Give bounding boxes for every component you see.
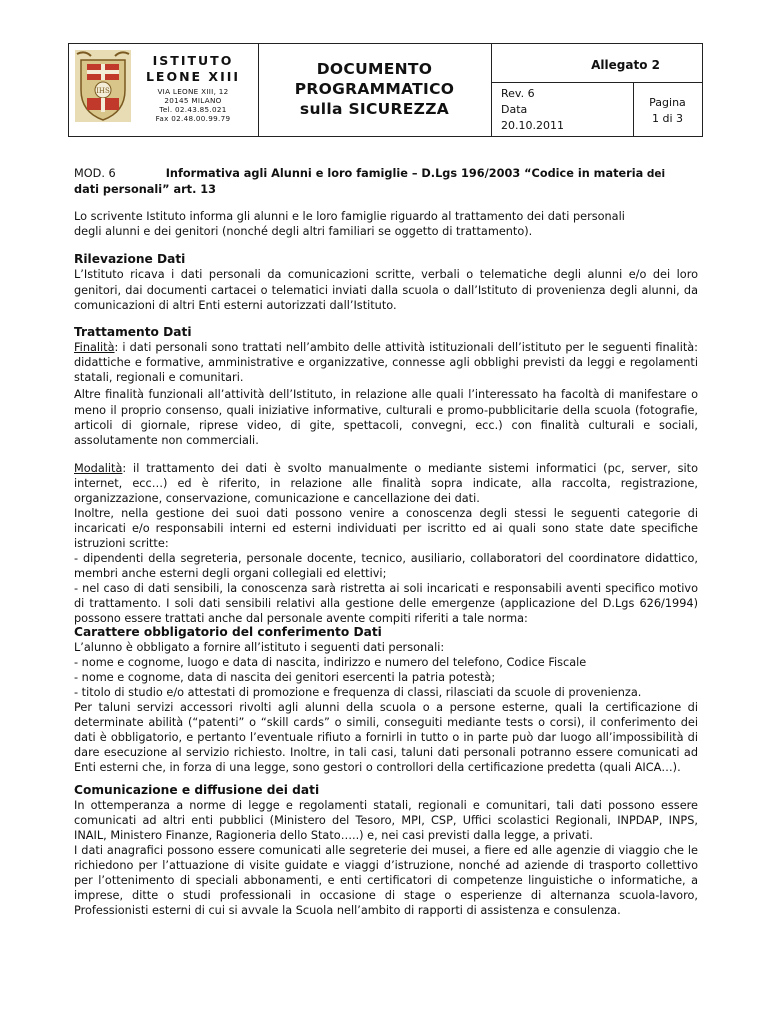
- paragraph-line: comunicati ad altri enti pubblici (Ministero del Tesoro, MPI, CSP, Uffici scolastici Regionali, INPDAP, INPS,: [74, 814, 698, 827]
- modalita-label: Modalità: [74, 462, 123, 475]
- intro-line: Lo scrivente Istituto informa gli alunni e le loro famiglie riguardo al trattamento dei dati personali: [74, 210, 625, 223]
- finalita-line: [74, 340, 698, 356]
- finalita-label: Finalità: [74, 341, 115, 354]
- page-number: 1 di 3: [651, 112, 684, 125]
- paragraph-line: In ottemperanza a norme di legge e regolamenti statali, regionali e comunitari, tali dati possono essere: [74, 799, 698, 812]
- section-heading-rilevazione: Rilevazione Dati: [74, 252, 186, 266]
- paragraph-line: incaricati e/o responsabili interni ed esterni individuati per iscritto ed ai quali sono state date specifiche: [74, 522, 698, 535]
- paragraph-line: Inoltre, nella gestione dei suoi dati possono venire a conoscenza degli stessi le seguenti categorie di: [74, 507, 698, 520]
- paragraph-line: richiedono per l’attuazione di visite guidate e viaggi d’istruzione, nonché ad aziende di trasporto collettivo: [74, 859, 698, 872]
- paragraph-line: imprese, ditte o studi professionali in occasione di stage o esperienze di alternanza scuola-lavoro,: [74, 889, 698, 902]
- allegato-label: Allegato 2: [591, 58, 660, 72]
- paragraph-line: Professionisti esterni di cui si avvale la Scuola nell’ambito di rapporti di assistenza e consulenza.: [74, 904, 621, 917]
- modalita-line: [74, 461, 698, 477]
- institute-name-line2: LEONE XIII: [145, 69, 241, 84]
- paragraph-line: I dati anagrafici possono essere comunicati alle segreterie dei musei, a fiere ed alle agenzie di viaggio che le: [74, 844, 698, 857]
- modalita-text: : il trattamento dei dati è svolto manualmente o mediante sistemi informatici (pc, server, sito: [122, 462, 698, 475]
- doc-title-line2: PROGRAMMATICO: [294, 80, 455, 98]
- revision-number: Rev. 6: [501, 87, 535, 100]
- section-heading-trattamento: Trattamento Dati: [74, 325, 192, 339]
- paragraph-line: possono essere trattati anche dal personale avente compiti riferiti a tale norma:: [74, 612, 528, 625]
- institute-city: 20145 MILANO: [164, 96, 222, 105]
- mod-title: Informativa agli Alunni e loro famiglie – D.Lgs 196/2003 “Codice in materia: [165, 167, 644, 180]
- paragraph-line: dati è obbligatorio, e pertanto l’eventuale rifiuto a fornirli in tutto o in parte può dar luogo all’impossibilità di: [74, 731, 698, 744]
- paragraph-line: didattiche e formative, amministrative e organizzative, connesse agli obblighi previsti da leggi e regolamenti: [74, 356, 698, 369]
- mod-title-end: dei: [646, 168, 666, 180]
- section-heading-carattere: Carattere obbligatorio del conferimento Dati: [74, 625, 382, 639]
- paragraph-line: - dipendenti della segreteria, personale docente, tecnico, ausiliario, collaboratori del coordinatore didattico,: [74, 552, 698, 565]
- mod-title-line1: [74, 166, 698, 183]
- paragraph-line: comunicazioni di altri Enti esterni autorizzati dall’Istituto.: [74, 299, 397, 312]
- paragraph-line: INAIL, Ministero Finanze, Ragioneria dello Stato…..) e, nei casi previsti dalla legge, a privati.: [74, 829, 593, 842]
- revision-box: [491, 82, 702, 137]
- institute-tel: Tel. 02.43.85.021: [159, 105, 227, 114]
- paragraph-line: - nel caso di dati sensibili, la conoscenza sarà ristretta ai soli incaricati e responsabili aventi specifico motivo: [74, 582, 698, 595]
- paragraph-line: statali, regionali e comunitari.: [74, 371, 244, 384]
- institute-fax: Fax 02.48.00.99.79: [155, 114, 231, 123]
- paragraph-line: - nome e cognome, luogo e data di nascita, indirizzo e numero del telefono, Codice Fiscale: [74, 656, 587, 669]
- paragraph-line: Per taluni servizi accessori rivolti agli alunni della scuola o a persone esterne, quali la certificazione di: [74, 701, 698, 714]
- paragraph-line: dare esecuzione al servizio richiesto. Inoltre, in tali casi, taluni dati personali potranno essere comunicati ad: [74, 746, 698, 759]
- paragraph-line: organizzazione, conservazione, comunicazione e cancellazione dei dati.: [74, 492, 480, 505]
- paragraph-line: L’alunno è obbligato a fornire all’istituto i seguenti dati personali:: [74, 641, 445, 654]
- paragraph-line: internet, ecc…) ed è riferito, in relazione alle finalità sopra indicate, alla raccolta, registrazione,: [74, 477, 698, 490]
- paragraph-line: Enti esterni che, in forza di una legge, sono gestori o controllori della certificazione predetta (quali AICA…).: [74, 761, 681, 774]
- institute-cell: [69, 44, 259, 136]
- paragraph-line: meno il proprio consenso, quali iniziative informative, culturali e promo-pubblicitarie della scuola (fotografie,: [74, 404, 698, 417]
- svg-text:IHS: IHS: [96, 87, 110, 95]
- paragraph-line: L’Istituto ricava i dati personali da comunicazioni scritte, verbali o telematiche degli alunni e/o dei loro: [74, 268, 698, 281]
- paragraph-line: assolutamente non commerciali.: [74, 434, 259, 447]
- institute-name-line1: ISTITUTO: [152, 53, 234, 68]
- paragraph-line: membri anche esterni degli organi collegiali ed elettivi;: [74, 567, 387, 580]
- mod-title-line2: dati personali” art. 13: [74, 183, 217, 196]
- mod-code: MOD. 6: [74, 167, 116, 180]
- finalita-text: : i dati personali sono trattati nell’ambito delle attività istituzionali dell’istituto per le seguenti finalità:: [114, 341, 698, 354]
- doc-title-line1: DOCUMENTO: [316, 60, 433, 78]
- intro-line: degli alunni e dei genitori (nonché degli altri familiari se oggetto di trattamento).: [74, 225, 533, 238]
- revision-info: [491, 83, 634, 137]
- page-label: Pagina: [649, 96, 686, 109]
- paragraph-line: determinate abilità (“patenti” o “skill cards” o simili, conseguiti mediante tests o corsi), il conferimento dei: [74, 716, 698, 729]
- paragraph-line: genitori, dai documenti cartacei o telematici inviati dalla scuola o dall’Istituto di provenienza degli alunni, da: [74, 284, 698, 297]
- institute-crest-logo: [75, 50, 131, 122]
- paragraph-line: di trattamento. I soli dati sensibili relativi alla gestione delle emergenze (applicazione del D.Lgs 626/1994): [74, 597, 698, 610]
- paragraph-line: Altre finalità funzionali all’attività dell’Istituto, in relazione alle quali l’interessato ha facoltà di manifestare o: [74, 388, 698, 401]
- paragraph-line: per l’ottenimento di speciali abbonamenti, e enti certificatori di competenze linguistiche o informatiche, a: [74, 874, 698, 887]
- doc-title-cell: [258, 44, 492, 136]
- paragraph-line: istruzioni scritte:: [74, 537, 169, 550]
- date-label: Data: [501, 103, 528, 116]
- institute-address: VIA LEONE XIII, 12: [157, 87, 229, 96]
- revision-cell: [491, 44, 702, 136]
- section-heading-comunicazione: Comunicazione e diffusione dei dati: [74, 783, 320, 797]
- paragraph-line: - titolo di studio e/o attestati di promozione e frequenza di classi, rilasciati da scuole di provenienza.: [74, 686, 642, 699]
- paragraph-line: - nome e cognome, data di nascita dei genitori esercenti la patria potestà;: [74, 671, 496, 684]
- paragraph-line: articoli di giornale, riprese video, di gite, spettacoli, convegni, ecc.) con finalità culturali e sociali,: [74, 419, 698, 432]
- date-value: 20.10.2011: [501, 119, 564, 132]
- doc-title-line3: sulla SICUREZZA: [299, 100, 450, 118]
- header-table: [68, 43, 703, 137]
